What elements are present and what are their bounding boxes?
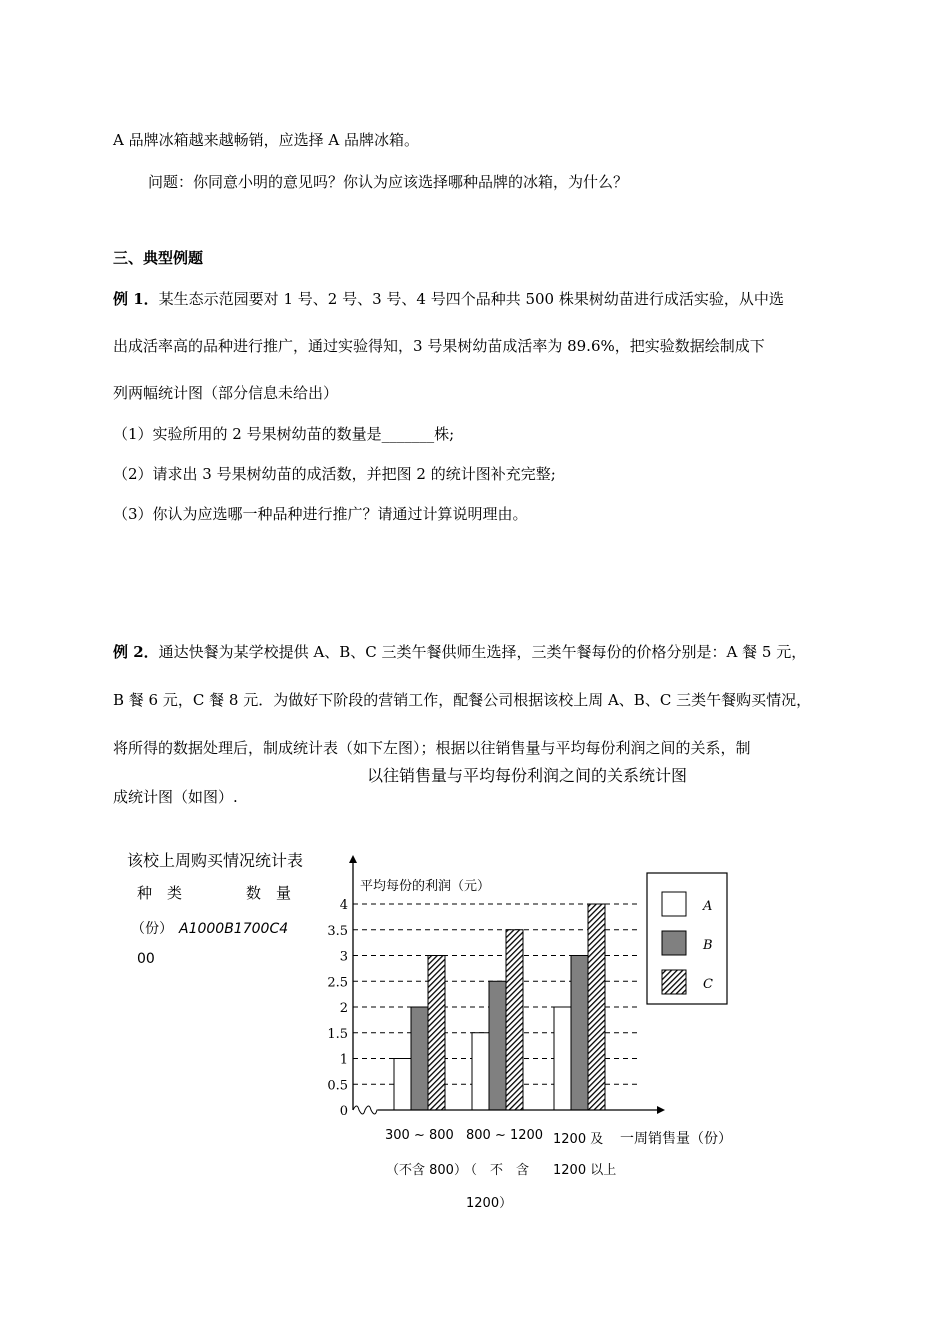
example1-q3: （3）你认为应选哪一种品种进行推广？请通过计算说明理由。 xyxy=(113,505,528,523)
example2-line1 xyxy=(113,642,806,662)
x-axis-label: 一周销售量（份） xyxy=(620,1131,732,1147)
y-tick-label-6: 3 xyxy=(339,949,348,965)
y-tick-label-1: 0.5 xyxy=(327,1078,348,1094)
table-unit: （份） xyxy=(131,921,173,937)
text-question: 问题：你同意小明的意见吗？你认为应该选择哪种品牌的冰箱，为什么？ xyxy=(148,173,629,191)
legend-label-B: B xyxy=(703,938,713,953)
example1-line2: 出成活率高的品种进行推广，通过实验得知，3 号果树幼苗成活率为 89.6%，把实验数据绘制成下 xyxy=(113,337,765,355)
legend-swatch-B xyxy=(662,931,686,955)
legend-box xyxy=(647,873,727,1004)
x-note-2: 1200 以上 xyxy=(553,1163,617,1178)
bar-B-1 xyxy=(489,981,506,1110)
x-note-1: （ 不 含 xyxy=(464,1163,530,1178)
legend-swatch-A xyxy=(662,892,686,916)
example2-label: 例 2． xyxy=(113,643,159,661)
bar-B-0 xyxy=(411,1007,428,1110)
bar-chart xyxy=(320,840,760,1140)
example1-line1 xyxy=(113,289,784,309)
y-tick-label-3: 1.5 xyxy=(327,1026,348,1042)
y-tick-label-8: 4 xyxy=(339,898,348,913)
table-col-qty: 数 量 xyxy=(246,884,292,902)
x-note-extra: 1200） xyxy=(466,1196,513,1211)
y-axis-arrow xyxy=(349,855,357,863)
chart-title: 以往销售量与平均每份利润之间的关系统计图 xyxy=(367,766,688,785)
example1-line3: 列两幅统计图（部分信息未给出） xyxy=(113,384,339,402)
example2-line2: B 餐 6 元，C 餐 8 元．为做好下阶段的营销工作，配餐公司根据该校上周 A、B、C 三类午餐购买情况， xyxy=(113,691,812,709)
bar-A-2 xyxy=(554,1007,571,1110)
bar-C-1 xyxy=(506,930,523,1110)
y-tick-label-7: 3.5 xyxy=(327,923,348,939)
example2-line3: 将所得的数据处理后，制成统计表（如下左图）；根据以往销售量与平均每份利润之间的关系，制 xyxy=(113,739,751,757)
table-data-line2: 00 xyxy=(137,951,155,967)
x-note-0: （不含 800） xyxy=(386,1163,467,1178)
y-tick-label-4: 2 xyxy=(339,1001,348,1016)
table-values: A1000B1700C4 xyxy=(179,921,289,937)
example2-text1: 通达快餐为某学校提供 A、B、C 三类午餐供师生选择，三类午餐每份的价格分别是：A 餐 5 元， xyxy=(158,643,807,661)
y-axis-label: 平均每份的利润（元） xyxy=(360,879,491,894)
x-tick-label-2: 1200 及 xyxy=(553,1132,604,1147)
legend-swatch-C xyxy=(662,970,686,994)
example1-label: 例 1． xyxy=(113,290,159,308)
legend-label-A: A xyxy=(703,899,713,914)
y-tick-label-0: 0 xyxy=(339,1104,348,1119)
example1-q1: （1）实验所用的 2 号果树幼苗的数量是_______株; xyxy=(113,425,455,443)
bar-B-2 xyxy=(571,956,588,1111)
table-data-line1 xyxy=(131,918,288,938)
example2-line4: 成统计图（如图）. xyxy=(113,788,238,806)
example1-text1: 某生态示范园要对 1 号、2 号、3 号、4 号四个品种共 500 株果树幼苗进行成活实验，从中选 xyxy=(158,290,784,308)
section-heading-3: 三、典型例题 xyxy=(113,249,204,267)
bar-C-0 xyxy=(428,956,445,1111)
y-tick-label-5: 2.5 xyxy=(327,975,348,991)
x-tick-label-1: 800 ~ 1200 xyxy=(466,1128,544,1143)
example1-q2: （2）请求出 3 号果树幼苗的成活数，并把图 2 的统计图补充完整; xyxy=(113,465,556,483)
axis-break-symbol xyxy=(353,1106,378,1114)
x-axis-arrow xyxy=(657,1106,665,1114)
x-tick-label-0: 300 ~ 800 xyxy=(385,1128,454,1143)
bar-C-2 xyxy=(588,904,605,1110)
bar-A-1 xyxy=(472,1033,489,1110)
y-tick-label-2: 1 xyxy=(339,1052,348,1068)
legend-label-C: C xyxy=(703,977,713,992)
text-p1: A 品牌冰箱越来越畅销，应选择 A 品牌冰箱。 xyxy=(113,131,419,149)
table-title: 该校上周购买情况统计表 xyxy=(127,851,304,870)
bar-A-0 xyxy=(394,1059,411,1111)
table-col-type: 种 类 xyxy=(137,884,183,902)
